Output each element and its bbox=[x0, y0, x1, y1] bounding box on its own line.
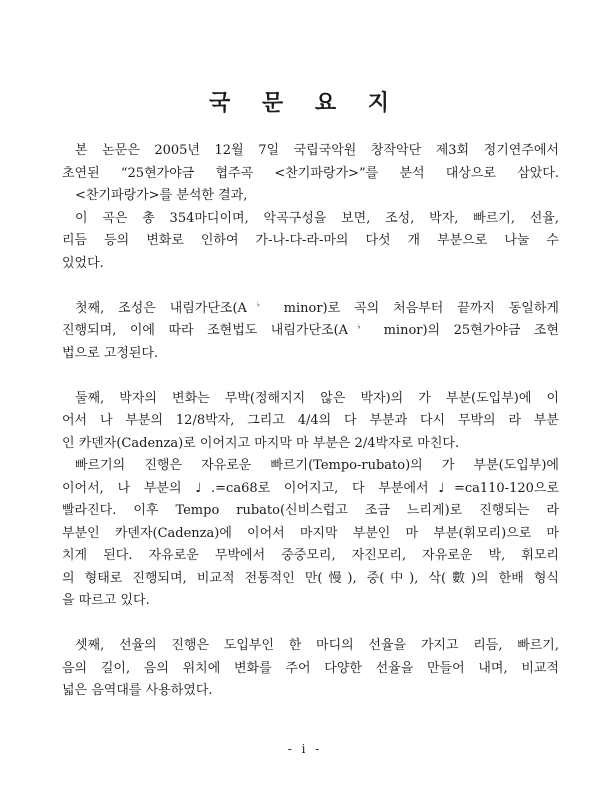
text-line bbox=[62, 208, 559, 231]
text-line: 넓은 음역대를 사용하였다. bbox=[62, 683, 213, 698]
text-line bbox=[62, 388, 559, 411]
text-span: 둘째, 박자의 변화는 무박(정해지지 않은 박자)의 가 부분(도입부)에 이 bbox=[75, 390, 559, 406]
text-line: 빨라진다. 이후 Tempo rubato(신비스럽고 조금 느리게)로 진행되는 라 bbox=[62, 503, 559, 518]
page-number: - i - bbox=[287, 742, 323, 756]
text-line bbox=[62, 298, 559, 321]
text-line: 이어서, 나 부분의 ♩.=ca68로 이어지고, 다 부분에서♩=ca110-120으로 bbox=[62, 480, 559, 496]
text-line bbox=[62, 455, 559, 478]
text-span: 빠르기의 진행은 자유로운 빠르기(Tempo-rubato)의 가 부분(도입부)에 bbox=[75, 458, 559, 473]
text-line: 어서 나 부분의 12/8박자, 그리고 4/4의 다 부분과 다시 무박의 라 부분 bbox=[62, 413, 559, 428]
page-title: 국 문 요 지 bbox=[209, 90, 401, 116]
flat-sign: ♭ bbox=[348, 322, 371, 331]
text-line: 의 형태로 진행되며, 비교적 전통적인 만(慢), 중(中), 삭(數)의 한배 형식 bbox=[62, 570, 559, 586]
abstract-body bbox=[62, 140, 559, 703]
text-line: 음의 길이, 음의 위치에 변화를 주어 다양한 선율을 만들어 내며, 비교적 bbox=[62, 660, 559, 676]
text-span: 본 논문은 2005년 12월 7일 국립국악원 창작악단 제3회 정기연주에서 bbox=[75, 143, 559, 158]
text-line: 있었다. bbox=[62, 255, 104, 271]
text-span: minor)의 25현가야금 조현 bbox=[370, 323, 559, 338]
text-line: 인 카덴자(Cadenza)로 이어지고 마지막 마 부분은 2/4박자로 마친다. bbox=[62, 435, 460, 451]
text-span: 진행되며, 이에 따라 조현법도 내림가단조(A bbox=[62, 323, 349, 338]
text-span: 이 곡은 총 354마디이며, 악곡구성을 보면, 조성, 박자, 빠르기, 선율, bbox=[75, 210, 559, 226]
text-line bbox=[62, 320, 559, 343]
paragraph-gap bbox=[62, 613, 559, 636]
text-line: 을 따르고 있다. bbox=[62, 593, 150, 608]
text-span: <찬기파랑가>를 분석한 결과, bbox=[75, 188, 248, 203]
text-line: 법으로 고정된다. bbox=[62, 345, 159, 361]
text-line bbox=[62, 140, 559, 163]
text-span: 셋째, 선율의 진행은 도입부인 한 마디의 선율을 가지고 리듬, 빠르기, bbox=[75, 638, 559, 653]
paragraph-gap bbox=[62, 275, 559, 298]
text-line: 초연된 “25현가야금 협주곡 <찬기파랑가>”를 분석 대상으로 삼았다. bbox=[62, 165, 559, 181]
text-line bbox=[62, 185, 559, 208]
text-line bbox=[62, 635, 559, 658]
text-line: 치게 된다. 자유로운 무박에서 중중모리, 자진모리, 자유로운 박, 휘모리 bbox=[62, 548, 559, 563]
flat-sign: ♭ bbox=[246, 300, 270, 309]
text-line: 부분인 카덴자(Cadenza)에 이어서 마지막 부분인 마 부분(휘모리)으로 마 bbox=[62, 525, 559, 541]
text-span: minor)로 곡의 처음부터 끝까지 동일하게 bbox=[269, 300, 559, 316]
text-line: 리듬 등의 변화로 인하여 가-나-다-라-마의 다섯 개 부분으로 나눌 수 bbox=[62, 233, 559, 248]
paragraph-gap bbox=[62, 365, 559, 388]
text-span: 첫째, 조성은 내림가단조(A bbox=[75, 300, 247, 316]
